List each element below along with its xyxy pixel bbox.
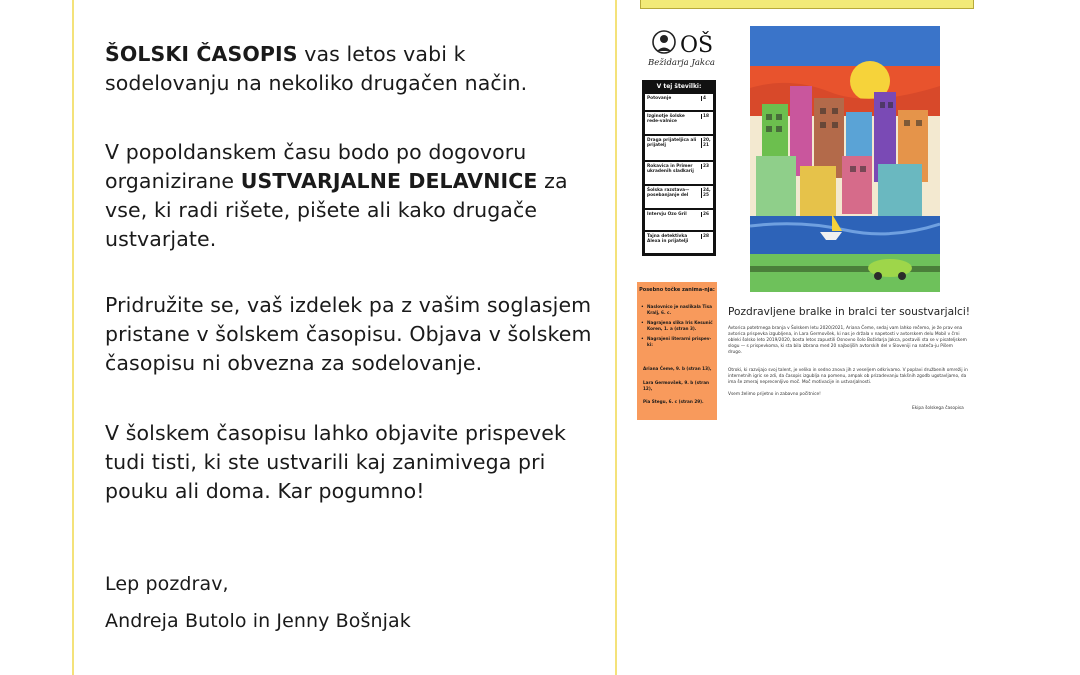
highlight-credit: Pia Stegu, 6. c (stran 29). [643, 399, 704, 404]
toc-row-page: 28 [701, 234, 714, 239]
paragraph-intro [105, 40, 595, 98]
center-margin-line [615, 0, 617, 675]
paragraph-join: Pridružite se, vaš izdelek pa z vašim soglasjem pristane v šolskem časopisu. Objava v šolskem časopisu ni obvezna za sodelovanje. [105, 293, 592, 375]
highlight-item: • Nagrajena slika Iris Kesunić Koren, 1. a (stran 3). [647, 320, 713, 331]
toc-row-page: 23 [701, 164, 714, 169]
highlight-credit: Lara Germovšek, 9. b (stran 12), [643, 380, 710, 391]
cover-top-banner [640, 0, 974, 9]
signature: Andreja Butolo in Jenny Bošnjak [105, 610, 411, 632]
paragraph-workshops [105, 138, 595, 254]
logo-subtitle: Bežidarja Jakca [648, 58, 715, 68]
toc-row [645, 112, 713, 134]
toc-row [645, 232, 713, 253]
toc-row-page: 4 [701, 96, 714, 101]
highlight-credit: Ariana Čeme, 9. b (stran 13), [643, 366, 712, 371]
workshops-highlight: USTVARJALNE DELAVNICE [240, 169, 538, 193]
toc-row-title: Rokavica in Primer ukradenih sladkarij [647, 164, 694, 174]
toc-row-title: Tajna detektivka Alexa in prijatelji [647, 234, 689, 244]
toc-row-page: 26 [701, 212, 714, 217]
toc-row [645, 162, 713, 184]
magazine-cover-thumbnail [630, 0, 980, 430]
greeting: Lep pozdrav, [105, 573, 229, 595]
welcome-heading: Pozdravljene bralke in bralci ter soustvarjalci! [728, 306, 971, 318]
paragraph-workshops-start: V popoldanskem času bodo po dogovoru organizirane [105, 140, 527, 193]
left-margin-line [72, 0, 74, 675]
paragraph-intro-text: vas letos vabi k sodelovanju na nekoliko drugačen način. [105, 42, 528, 95]
toc-row [645, 136, 713, 160]
toc-row [645, 186, 713, 208]
toc-row-title: Izginotje šolske rede-valnice [647, 114, 685, 124]
paragraph-submit: V šolskem časopisu lahko objavite prispevek tudi tisti, ki ste ustvarili kaj zanimivega pri pouku ali doma. Kar pogumno! [105, 421, 566, 503]
toc-row-page: 24, 25 [701, 188, 714, 198]
welcome-text: Avtorica potetrnega branja v Šolskem letu 2020/2021, Ariana Čeme, sedaj vam lahko rečemo, je že prav ena avtorica prispevka izgubljena, in Lara Germovšek, ki nas je držala v napetosti v avtorskem delu Mobil v črni obleki šolsko leto 2019/2020, bosta letos zapustili Osnovno šolo Božidarja Jakca, postavili sta se v pisateljskem slogu — s prispevkoma, ki sta bila izbrana med 20 najboljših avtorskih del v Sloveniji na nateča-ju Pišem drugo. [728, 326, 967, 355]
highlight-item: • Nagrajeni literarni prispev-ki: [647, 336, 713, 347]
toc-row-title: Intervju Ozo Gril [647, 212, 687, 217]
table-of-contents [642, 80, 716, 256]
toc-row-page: 20, 21 [701, 138, 714, 148]
highlights-box [637, 282, 717, 420]
welcome-text: Otroki, ki razvijajo svoj talent, je veliko in sedno znova jih z veseljem odkrivamo. V poplavi družbenih omrežij in internetnih igric se zdi, da časopis izgublja na pomenu, ampak ob prizadevanju takšnih zgodb ugotavljamo, da ima še zmeraj neprecenljivo moč. Moč motivacije in ustvarjalnosti. [728, 368, 968, 385]
paragraph-workshops-end: za vse, ki radi rišete, pišete ali kako drugače ustvarjate. [105, 169, 568, 251]
toc-title: V tej številki: [656, 83, 702, 90]
welcome-text: Vsem želimo prijetno in zabavno počitnice! [728, 392, 821, 397]
editor-signature: Ekipa šolskega časopisa [912, 406, 964, 411]
toc-row-title: Šolska razstava—posebanjanje del [647, 188, 690, 198]
magazine-name: ŠOLSKI ČASOPIS [105, 42, 298, 66]
highlights-title: Posebno točke zanima-nja: [639, 287, 715, 293]
toc-row [645, 94, 713, 110]
logo-letters: OŠ [680, 33, 714, 58]
cover-painting [750, 26, 940, 292]
toc-row-title: Potovanje [647, 96, 672, 101]
toc-row-title: Draga prijateljica ali prijatelj [647, 138, 697, 148]
highlight-item: • Naslovnico je naslikala Tisa Kralj, 6. c. [647, 304, 713, 315]
toc-row-page: 18 [701, 114, 714, 119]
toc-row [645, 210, 713, 230]
